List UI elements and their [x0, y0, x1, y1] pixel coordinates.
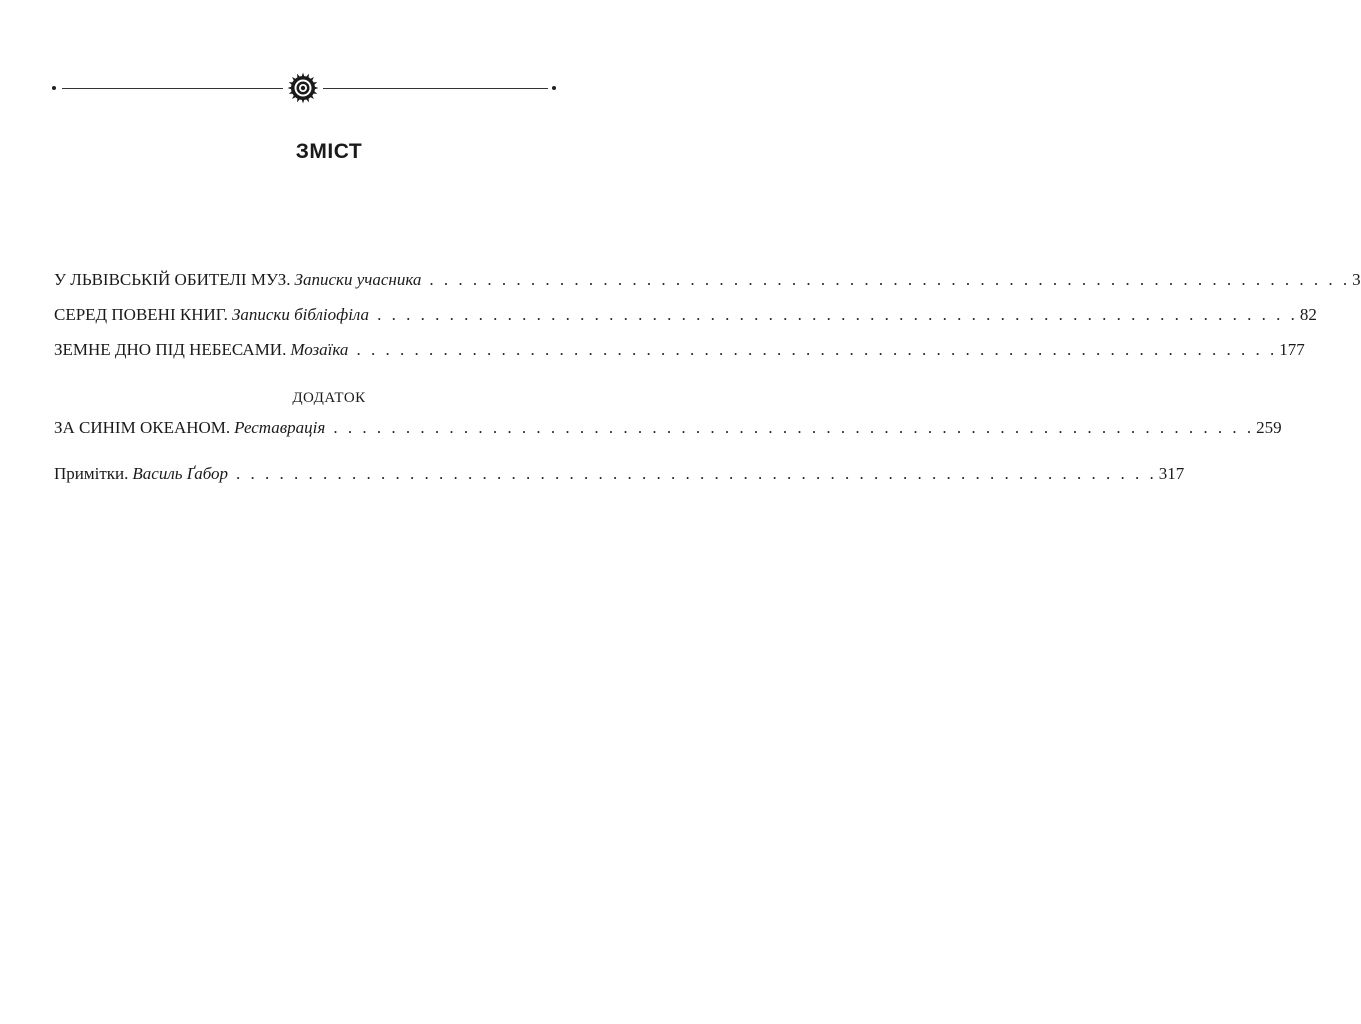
toc-entry-title: ЗА СИНІМ ОКЕАНОМ. — [54, 418, 231, 437]
ornament-left-dot — [52, 86, 56, 90]
flower-petal — [302, 99, 305, 103]
toc-leader-dots: . . . . . . . . . . . . . . . . . . . . . . . . . . . . . . . . . . . . . . . . . . . . . . . . . . . . . . . . . . . . . . . . — [356, 340, 1278, 359]
toc-page-number: 82 — [1299, 305, 1317, 324]
flower-petal — [314, 87, 318, 90]
toc-leader-dots: . . . . . . . . . . . . . . . . . . . . . . . . . . . . . . . . . . . . . . . . . . . . . . . . . . . . . . . . . . . . . . . . — [377, 305, 1298, 324]
toc-entry — [54, 418, 1282, 440]
ornament-left-rule — [62, 88, 283, 89]
toc-leader-dots: . . . . . . . . . . . . . . . . . . . . . . . . . . . . . . . . . . . . . . . . . . . . . . . . . . . . . . . . . . . . . . . . — [236, 464, 1157, 483]
toc-page-number: 177 — [1279, 340, 1305, 359]
page-title: ЗМІСТ — [295, 140, 363, 163]
toc-entry — [54, 270, 1361, 292]
toc-leader-dots: . . . . . . . . . . . . . . . . . . . . . . . . . . . . . . . . . . . . . . . . . . . . . . . . . . . . . . . . . . . . . . . . — [333, 418, 1255, 437]
toc-entry — [54, 340, 1305, 362]
toc-page-number: 317 — [1158, 464, 1185, 483]
flower-petal — [288, 87, 292, 90]
toc-entry-subtitle: Василь Ґабор — [132, 464, 229, 483]
toc-entry-notes — [54, 464, 1185, 486]
flower-petal — [302, 73, 305, 77]
toc-entry-subtitle: Мозаїка — [290, 340, 349, 359]
toc-entry-title: Примітки. — [54, 464, 129, 483]
toc-entry-subtitle: Реставрація — [234, 418, 326, 437]
toc-entry — [54, 305, 1317, 327]
toc-leader-dots: . . . . . . . . . . . . . . . . . . . . . . . . . . . . . . . . . . . . . . . . . . . . . . . . . . . . . . . . . . . . . . . . — [429, 270, 1351, 289]
toc-page-number: 259 — [1256, 418, 1282, 437]
toc-page-number: 3 — [1352, 270, 1361, 289]
toc-entry-title: ЗЕМНЕ ДНО ПІД НЕБЕСАМИ. — [54, 340, 287, 359]
toc-entry-title: У ЛЬВІВСЬКІЙ ОБИТЕЛІ МУЗ. — [54, 270, 291, 289]
toc-entry-title: СЕРЕД ПОВЕНІ КНИГ. — [54, 305, 228, 324]
flower-ornament-icon — [287, 72, 319, 104]
header-ornament — [52, 72, 558, 104]
ornament-right-dot — [552, 86, 556, 90]
ornament-right-rule — [323, 88, 548, 89]
toc-entry-subtitle: Записки бібліофіла — [231, 305, 370, 324]
toc-entry-subtitle: Записки учасника — [294, 270, 422, 289]
appendix-heading: ДОДАТОК — [292, 390, 366, 406]
